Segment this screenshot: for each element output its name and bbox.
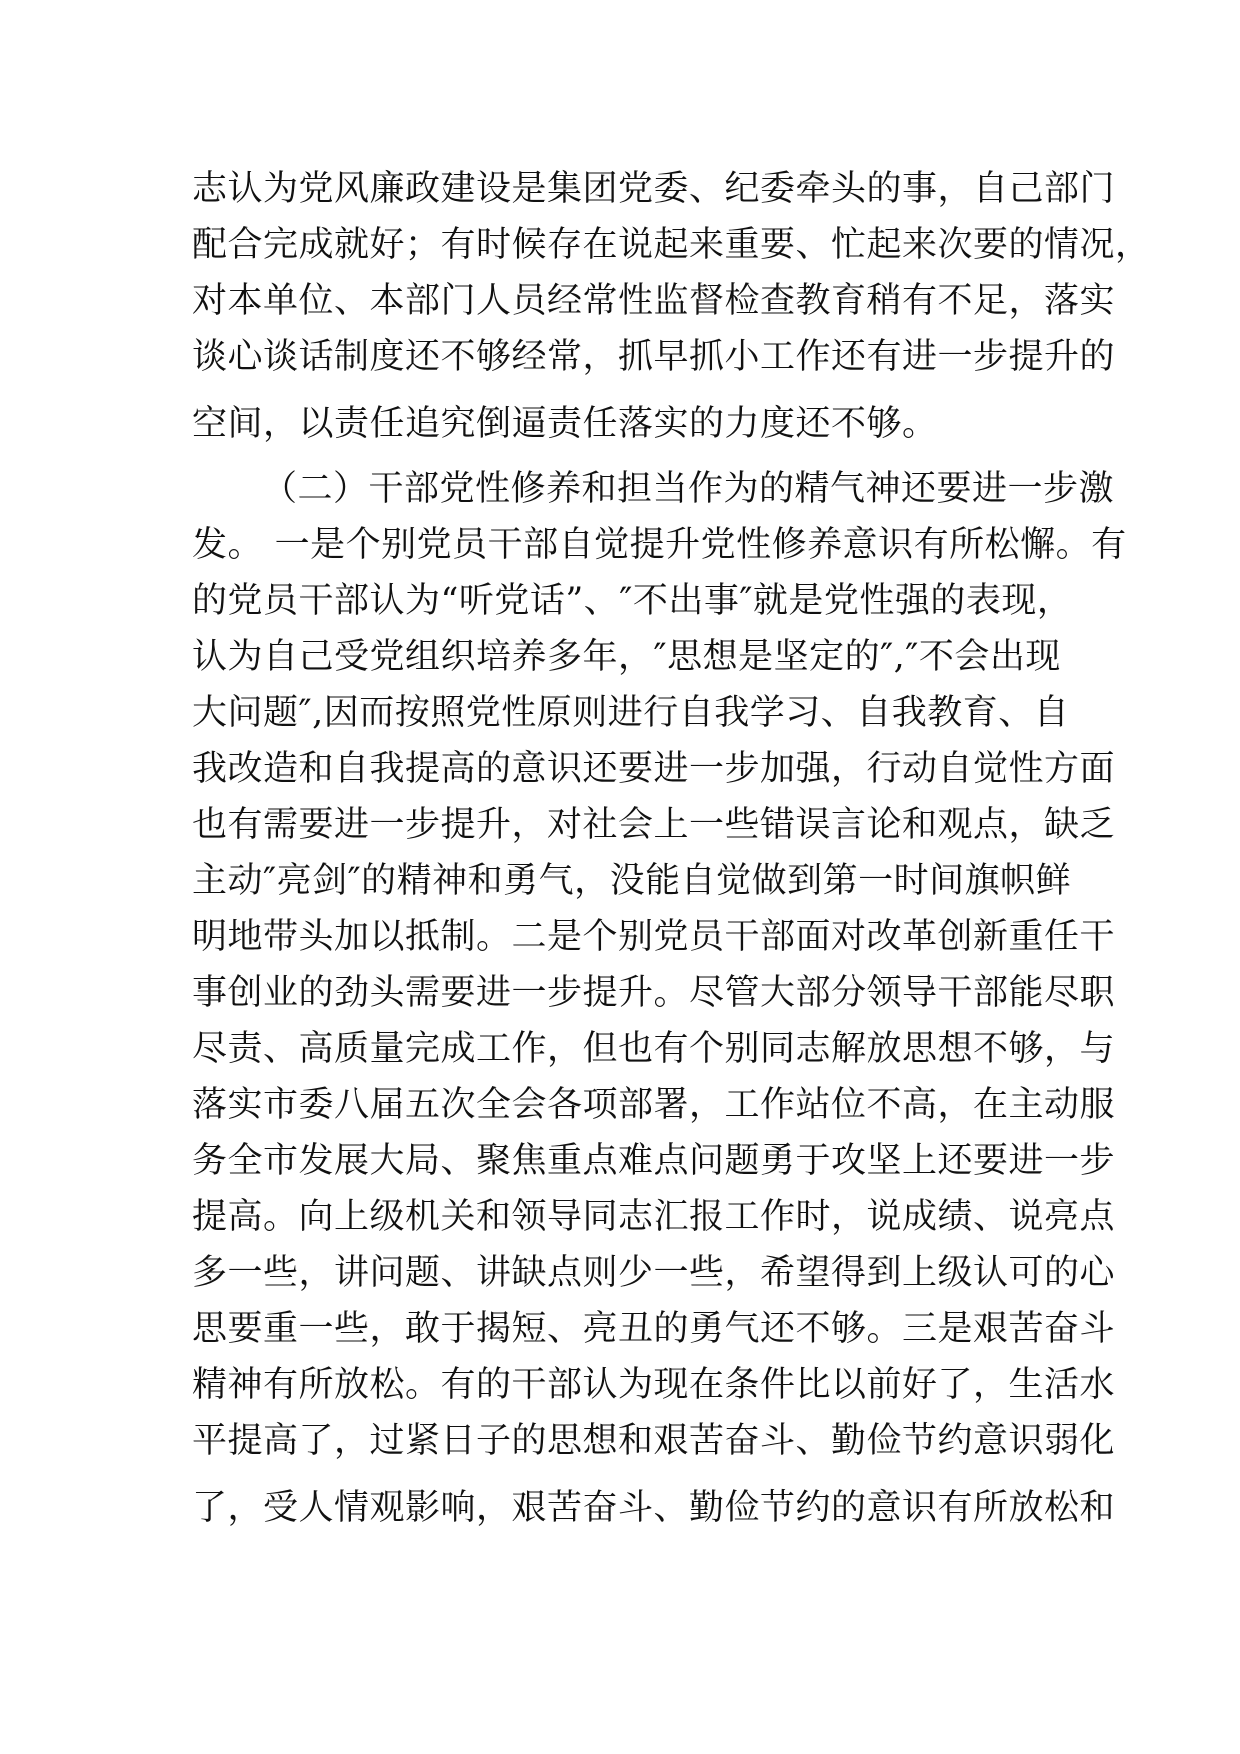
text-line-16: 尽责、高质量完成工作，但也有个别同志解放思想不够，与 (192, 1029, 1116, 1069)
text-line-10: 大问题″,因而按照党性原则进行自我学习、自我教育、自 (192, 693, 1070, 733)
text-line-12: 也有需要进一步提升，对社会上一些错误言论和观点，缺乏 (192, 805, 1116, 845)
text-line-15: 事创业的劲头需要进一步提升。尽管大部分领导干部能尽职 (192, 973, 1116, 1013)
text-line-22: 精神有所放松。有的干部认为现在条件比以前好了，生活水 (192, 1365, 1116, 1405)
text-line-7: 发。 一是个别党员干部自觉提升党性修养意识有所松懈。有 (192, 525, 1127, 565)
text-line-20: 多一些，讲问题、讲缺点则少一些，希望得到上级认可的心 (192, 1253, 1116, 1293)
text-line-9: 认为自己受党组织培养多年，″思想是坚定的″,″不会出现 (192, 637, 1061, 677)
text-line-17: 落实市委八届五次全会各项部署，工作站位不高，在主动服 (192, 1085, 1116, 1125)
text-line-14: 明地带头加以抵制。二是个别党员干部面对改革创新重任干 (192, 917, 1116, 957)
text-line-2: 配合完成就好；有时候存在说起来重要、忙起来次要的情况， (192, 225, 1151, 265)
text-line-13: 主动″亮剑″的精神和勇气，没能自觉做到第一时间旗帜鲜 (192, 861, 1072, 901)
text-line-21: 思要重一些，敢于揭短、亮丑的勇气还不够。三是艰苦奋斗 (192, 1309, 1116, 1349)
text-line-23: 平提高了，过紧日子的思想和艰苦奋斗、勤俭节约意识弱化 (192, 1421, 1116, 1461)
text-line-5: 空间，以责任追究倒逼责任落实的力度还不够。 (192, 404, 938, 444)
text-line-18: 务全市发展大局、聚焦重点难点问题勇于攻坚上还要进一步 (192, 1141, 1116, 1181)
text-line-19: 提高。向上级机关和领导同志汇报工作时，说成绩、说亮点 (192, 1197, 1116, 1237)
text-line-1: 志认为党风廉政建设是集团党委、纪委牵头的事，自己部门 (192, 169, 1116, 209)
text-line-3: 对本单位、本部门人员经常性监督检查教育稍有不足，落实 (192, 281, 1116, 321)
text-line-24: 了，受人情观影响，艰苦奋斗、勤俭节约的意识有所放松和 (192, 1488, 1116, 1528)
section-heading-2: （二）干部党性修养和担当作为的精气神还要进一步激 (262, 469, 1115, 509)
text-line-11: 我改造和自我提高的意识还要进一步加强，行动自觉性方面 (192, 749, 1116, 789)
text-line-4: 谈心谈话制度还不够经常，抓早抓小工作还有进一步提升的 (192, 337, 1116, 377)
text-line-8: 的党员干部认为“听党话”、″不出事″就是党性强的表现， (192, 581, 1073, 621)
